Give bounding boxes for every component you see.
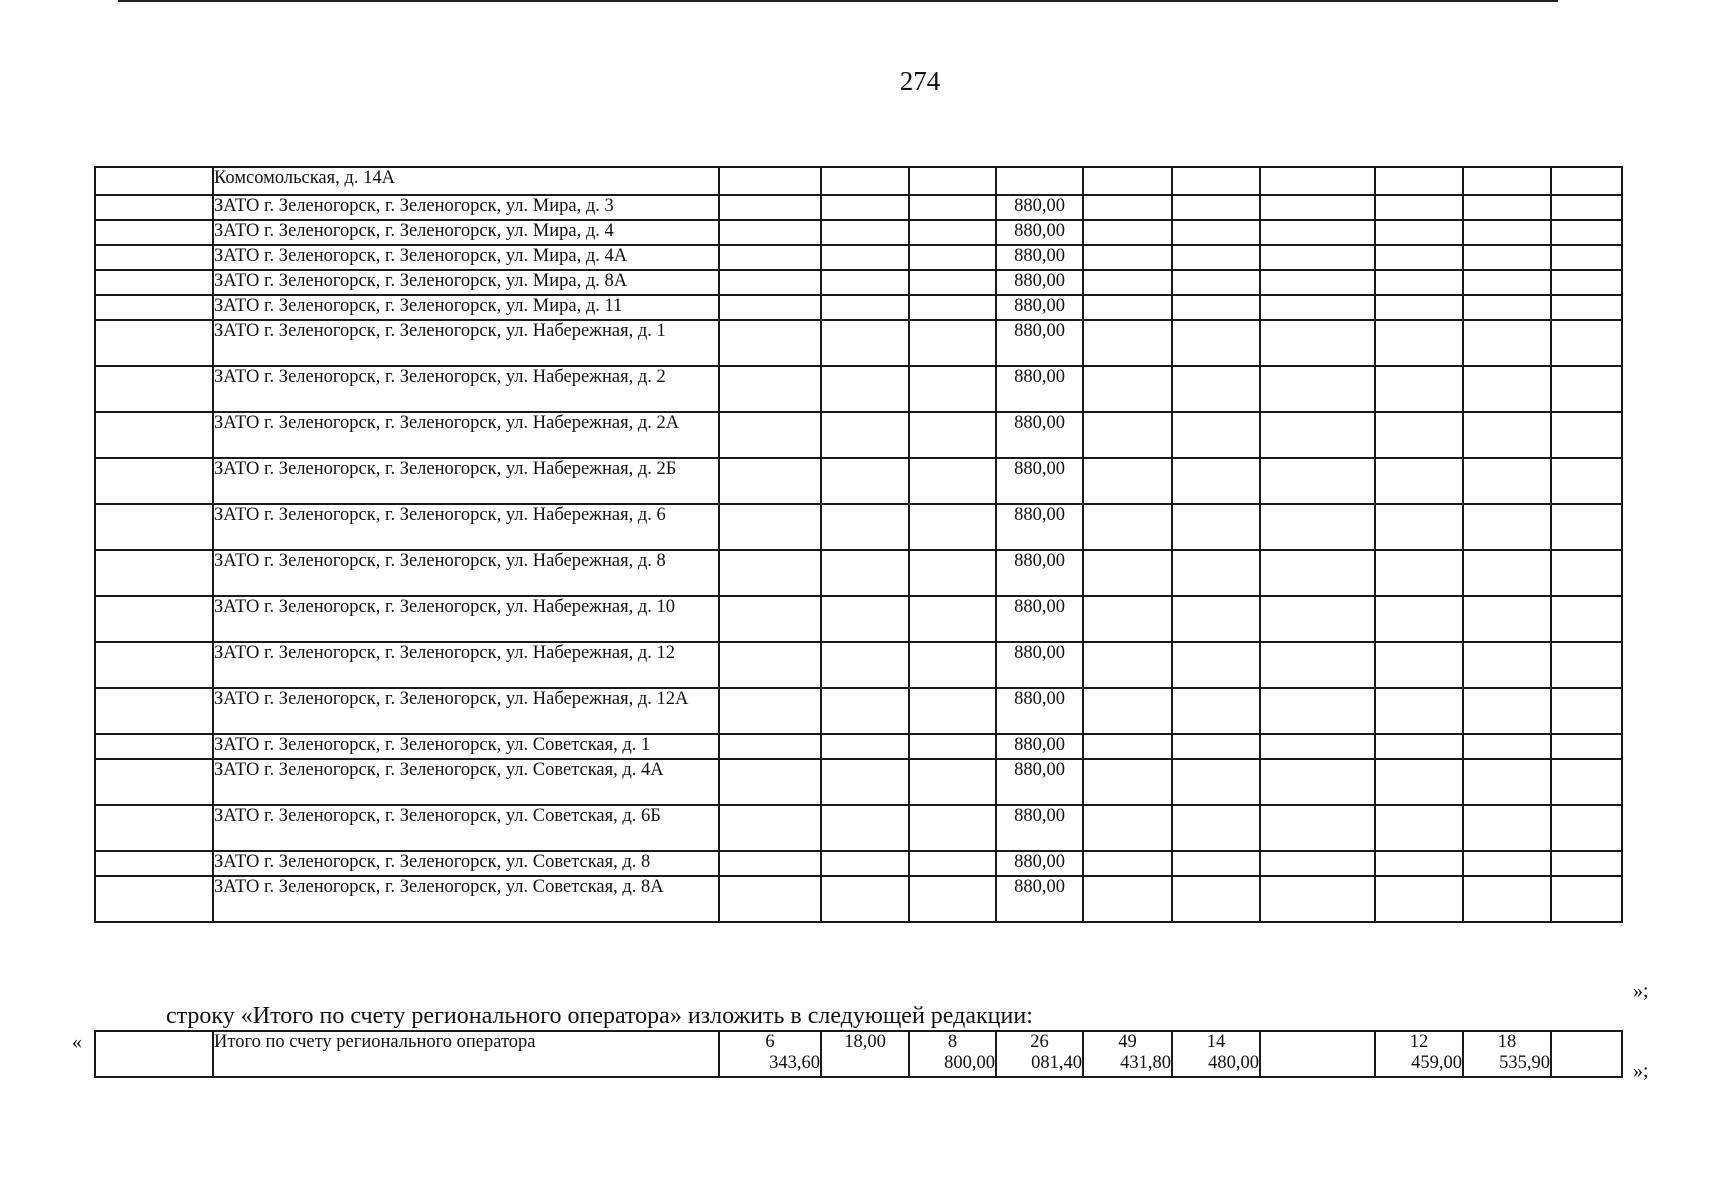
total-cell-3-line-1: 8 <box>947 1032 958 1052</box>
table-row <box>95 876 1622 922</box>
row-index-cell <box>95 458 213 504</box>
empty-cell <box>1463 876 1551 922</box>
total-cell-2-line-1: 18,00 <box>844 1032 886 1052</box>
table-row <box>95 596 1622 642</box>
empty-cell <box>1083 167 1172 195</box>
empty-cell <box>1551 270 1622 295</box>
empty-cell <box>821 504 909 550</box>
empty-cell <box>1083 596 1172 642</box>
empty-cell <box>1260 458 1375 504</box>
empty-cell <box>1083 412 1172 458</box>
amount-cell: 880,00 <box>996 642 1083 688</box>
address-cell: ЗАТО г. Зеленогорск, г. Зеленогорск, ул. Мира, д. 3 <box>213 195 719 220</box>
empty-cell <box>1172 366 1260 412</box>
empty-cell <box>1551 805 1622 851</box>
row-index-cell <box>95 366 213 412</box>
row-index-cell <box>95 550 213 596</box>
empty-cell <box>909 458 996 504</box>
empty-cell <box>1551 734 1622 759</box>
empty-cell <box>1551 759 1622 805</box>
total-cell-8 <box>1375 1031 1463 1077</box>
row-index-cell <box>95 596 213 642</box>
empty-cell <box>821 805 909 851</box>
address-cell: ЗАТО г. Зеленогорск, г. Зеленогорск, ул. Набережная, д. 6 <box>213 504 719 550</box>
empty-cell <box>1260 295 1375 320</box>
address-cell: ЗАТО г. Зеленогорск, г. Зеленогорск, ул. Мира, д. 11 <box>213 295 719 320</box>
empty-cell <box>1172 167 1260 195</box>
address-cell: ЗАТО г. Зеленогорск, г. Зеленогорск, ул. Советская, д. 1 <box>213 734 719 759</box>
empty-cell <box>1172 270 1260 295</box>
empty-cell <box>1083 759 1172 805</box>
empty-cell <box>1083 734 1172 759</box>
amount-cell: 880,00 <box>996 295 1083 320</box>
empty-cell <box>719 550 821 596</box>
address-cell: Комсомольская, д. 14А <box>213 167 719 195</box>
empty-cell <box>821 195 909 220</box>
amount-cell: 880,00 <box>996 805 1083 851</box>
total-row <box>95 1031 1622 1077</box>
total-cell-4-line-2: 081,40 <box>1031 1053 1082 1073</box>
amount-cell: 880,00 <box>996 195 1083 220</box>
row-index-cell <box>95 195 213 220</box>
empty-cell <box>1260 550 1375 596</box>
empty-cell <box>719 458 821 504</box>
total-cell-9-line-2: 535,90 <box>1499 1053 1550 1073</box>
total-cell-4-line-1: 26 <box>1030 1032 1049 1052</box>
empty-cell <box>1260 734 1375 759</box>
empty-cell <box>909 688 996 734</box>
total-cell-6 <box>1172 1031 1260 1077</box>
row-index-cell <box>95 504 213 550</box>
address-cell: ЗАТО г. Зеленогорск, г. Зеленогорск, ул. Набережная, д. 2А <box>213 412 719 458</box>
address-cell: ЗАТО г. Зеленогорск, г. Зеленогорск, ул. Набережная, д. 12 <box>213 642 719 688</box>
empty-cell <box>1375 220 1463 245</box>
empty-cell <box>1463 270 1551 295</box>
row-index-cell <box>95 220 213 245</box>
empty-cell <box>1083 642 1172 688</box>
empty-cell <box>909 320 996 366</box>
empty-cell <box>1463 458 1551 504</box>
row-index-cell <box>95 320 213 366</box>
empty-cell <box>1463 596 1551 642</box>
address-cell: ЗАТО г. Зеленогорск, г. Зеленогорск, ул. Советская, д. 8А <box>213 876 719 922</box>
row-index-cell <box>95 412 213 458</box>
empty-cell <box>1260 759 1375 805</box>
empty-cell <box>1375 320 1463 366</box>
empty-cell <box>1172 245 1260 270</box>
empty-cell <box>1463 642 1551 688</box>
total-cell-2 <box>821 1031 909 1077</box>
empty-cell <box>1375 642 1463 688</box>
empty-cell <box>821 366 909 412</box>
empty-cell <box>1172 688 1260 734</box>
row-index-cell <box>95 270 213 295</box>
empty-cell <box>909 412 996 458</box>
empty-cell <box>1375 851 1463 876</box>
table-row <box>95 550 1622 596</box>
empty-cell <box>1172 851 1260 876</box>
row-index-cell <box>95 805 213 851</box>
empty-cell <box>1260 270 1375 295</box>
empty-cell <box>821 412 909 458</box>
empty-cell <box>1260 220 1375 245</box>
empty-cell <box>1083 805 1172 851</box>
empty-cell <box>821 320 909 366</box>
total-cell-3-line-2: 800,00 <box>944 1053 995 1073</box>
total-table <box>94 1030 1623 1078</box>
empty-cell <box>1463 759 1551 805</box>
address-cell: ЗАТО г. Зеленогорск, г. Зеленогорск, ул. Мира, д. 8А <box>213 270 719 295</box>
total-cell-5-line-1: 49 <box>1118 1032 1137 1052</box>
table-row <box>95 642 1622 688</box>
empty-cell <box>1375 734 1463 759</box>
amount-cell: 880,00 <box>996 320 1083 366</box>
total-label: Итого по счету регионального оператора <box>213 1031 719 1077</box>
empty-cell <box>1551 851 1622 876</box>
empty-cell <box>1463 412 1551 458</box>
address-cell: ЗАТО г. Зеленогорск, г. Зеленогорск, ул. Набережная, д. 2Б <box>213 458 719 504</box>
total-index-cell <box>95 1031 213 1077</box>
total-cell-8-line-2: 459,00 <box>1411 1053 1462 1073</box>
amount-cell: 880,00 <box>996 412 1083 458</box>
empty-cell <box>1260 195 1375 220</box>
empty-cell <box>1260 596 1375 642</box>
top-rule <box>118 0 1558 2</box>
empty-cell <box>1083 504 1172 550</box>
empty-cell <box>1551 458 1622 504</box>
empty-cell <box>909 805 996 851</box>
empty-cell <box>821 876 909 922</box>
empty-cell <box>821 851 909 876</box>
empty-cell <box>1083 851 1172 876</box>
empty-cell <box>1551 320 1622 366</box>
empty-cell <box>1083 366 1172 412</box>
empty-cell <box>1375 412 1463 458</box>
empty-cell <box>1172 458 1260 504</box>
total-cell-4 <box>996 1031 1083 1077</box>
empty-cell <box>909 245 996 270</box>
empty-cell <box>1172 504 1260 550</box>
empty-cell <box>719 295 821 320</box>
empty-cell <box>1260 245 1375 270</box>
empty-cell <box>1172 550 1260 596</box>
empty-cell <box>1083 688 1172 734</box>
empty-cell <box>1375 458 1463 504</box>
table-row <box>95 688 1622 734</box>
empty-cell <box>1083 270 1172 295</box>
table-end-mark: »; <box>1633 980 1649 1002</box>
table-row <box>95 412 1622 458</box>
empty-cell <box>1375 366 1463 412</box>
total-cell-1 <box>719 1031 821 1077</box>
empty-cell <box>719 320 821 366</box>
empty-cell <box>909 366 996 412</box>
empty-cell <box>1463 320 1551 366</box>
empty-cell <box>719 195 821 220</box>
empty-cell <box>1551 504 1622 550</box>
address-cell: ЗАТО г. Зеленогорск, г. Зеленогорск, ул. Советская, д. 4А <box>213 759 719 805</box>
empty-cell <box>1260 504 1375 550</box>
empty-cell <box>1260 412 1375 458</box>
empty-cell <box>1260 320 1375 366</box>
empty-cell <box>1260 366 1375 412</box>
amount-cell: 880,00 <box>996 504 1083 550</box>
total-cell-10 <box>1551 1031 1622 1077</box>
amount-cell <box>996 167 1083 195</box>
open-quote: « <box>72 1031 82 1053</box>
empty-cell <box>719 220 821 245</box>
empty-cell <box>1260 876 1375 922</box>
empty-cell <box>909 642 996 688</box>
empty-cell <box>1551 295 1622 320</box>
empty-cell <box>821 167 909 195</box>
amount-cell: 880,00 <box>996 851 1083 876</box>
empty-cell <box>1172 596 1260 642</box>
table-row <box>95 195 1622 220</box>
total-cell-5 <box>1083 1031 1172 1077</box>
total-cell-6-line-1: 14 <box>1206 1032 1226 1052</box>
empty-cell <box>1172 412 1260 458</box>
empty-cell <box>821 642 909 688</box>
empty-cell <box>1463 195 1551 220</box>
address-cell: ЗАТО г. Зеленогорск, г. Зеленогорск, ул. Набережная, д. 10 <box>213 596 719 642</box>
empty-cell <box>1551 596 1622 642</box>
address-cell: ЗАТО г. Зеленогорск, г. Зеленогорск, ул. Советская, д. 8 <box>213 851 719 876</box>
address-table <box>94 166 1623 923</box>
empty-cell <box>1551 412 1622 458</box>
empty-cell <box>1551 167 1622 195</box>
empty-cell <box>909 167 996 195</box>
empty-cell <box>1172 642 1260 688</box>
table-row <box>95 366 1622 412</box>
empty-cell <box>1083 320 1172 366</box>
empty-cell <box>719 734 821 759</box>
empty-cell <box>1551 245 1622 270</box>
empty-cell <box>1375 876 1463 922</box>
total-cell-5-line-2: 431,80 <box>1120 1053 1171 1073</box>
empty-cell <box>1463 734 1551 759</box>
empty-cell <box>1551 688 1622 734</box>
empty-cell <box>719 688 821 734</box>
empty-cell <box>1172 876 1260 922</box>
empty-cell <box>1463 805 1551 851</box>
amount-cell: 880,00 <box>996 550 1083 596</box>
empty-cell <box>719 805 821 851</box>
row-index-cell <box>95 167 213 195</box>
empty-cell <box>719 504 821 550</box>
empty-cell <box>1172 195 1260 220</box>
empty-cell <box>719 759 821 805</box>
empty-cell <box>1463 295 1551 320</box>
amount-cell: 880,00 <box>996 688 1083 734</box>
empty-cell <box>909 851 996 876</box>
empty-cell <box>1083 220 1172 245</box>
empty-cell <box>909 759 996 805</box>
row-index-cell <box>95 688 213 734</box>
address-cell: ЗАТО г. Зеленогорск, г. Зеленогорск, ул. Набережная, д. 8 <box>213 550 719 596</box>
empty-cell <box>1375 550 1463 596</box>
empty-cell <box>821 245 909 270</box>
empty-cell <box>1375 759 1463 805</box>
empty-cell <box>1260 642 1375 688</box>
empty-cell <box>821 295 909 320</box>
empty-cell <box>1551 220 1622 245</box>
table-row <box>95 270 1622 295</box>
empty-cell <box>909 295 996 320</box>
empty-cell <box>909 504 996 550</box>
table-row <box>95 245 1622 270</box>
amount-cell: 880,00 <box>996 759 1083 805</box>
table-row <box>95 167 1622 195</box>
empty-cell <box>821 458 909 504</box>
empty-cell <box>1375 167 1463 195</box>
empty-cell <box>1375 195 1463 220</box>
empty-cell <box>821 734 909 759</box>
table-row <box>95 220 1622 245</box>
row-index-cell <box>95 759 213 805</box>
empty-cell <box>909 734 996 759</box>
empty-cell <box>719 876 821 922</box>
total-cell-7 <box>1260 1031 1375 1077</box>
empty-cell <box>1172 295 1260 320</box>
empty-cell <box>909 876 996 922</box>
empty-cell <box>719 412 821 458</box>
empty-cell <box>909 270 996 295</box>
empty-cell <box>1083 245 1172 270</box>
empty-cell <box>1551 195 1622 220</box>
address-cell: ЗАТО г. Зеленогорск, г. Зеленогорск, ул. Советская, д. 6Б <box>213 805 719 851</box>
empty-cell <box>821 688 909 734</box>
row-index-cell <box>95 876 213 922</box>
empty-cell <box>1463 220 1551 245</box>
empty-cell <box>821 270 909 295</box>
address-cell: ЗАТО г. Зеленогорск, г. Зеленогорск, ул. Мира, д. 4А <box>213 245 719 270</box>
empty-cell <box>1551 642 1622 688</box>
empty-cell <box>821 220 909 245</box>
empty-cell <box>1260 851 1375 876</box>
empty-cell <box>1172 734 1260 759</box>
table-row <box>95 504 1622 550</box>
empty-cell <box>1463 245 1551 270</box>
empty-cell <box>1551 366 1622 412</box>
row-index-cell <box>95 851 213 876</box>
total-cell-6-line-2: 480,00 <box>1208 1053 1259 1073</box>
address-cell: ЗАТО г. Зеленогорск, г. Зеленогорск, ул. Набережная, д. 1 <box>213 320 719 366</box>
row-index-cell <box>95 295 213 320</box>
empty-cell <box>1375 504 1463 550</box>
address-cell: ЗАТО г. Зеленогорск, г. Зеленогорск, ул. Набережная, д. 12А <box>213 688 719 734</box>
amount-cell: 880,00 <box>996 366 1083 412</box>
empty-cell <box>909 195 996 220</box>
empty-cell <box>1083 876 1172 922</box>
table-row <box>95 759 1622 805</box>
empty-cell <box>821 759 909 805</box>
empty-cell <box>1172 220 1260 245</box>
empty-cell <box>909 596 996 642</box>
instruction-text: строку «Итого по счету регионального оператора» изложить в следующей редакции: <box>166 1003 1033 1029</box>
empty-cell <box>1375 805 1463 851</box>
empty-cell <box>1260 688 1375 734</box>
amount-cell: 880,00 <box>996 245 1083 270</box>
table-row <box>95 320 1622 366</box>
empty-cell <box>1172 805 1260 851</box>
empty-cell <box>1463 366 1551 412</box>
empty-cell <box>1375 688 1463 734</box>
table-row <box>95 295 1622 320</box>
empty-cell <box>719 642 821 688</box>
address-cell: ЗАТО г. Зеленогорск, г. Зеленогорск, ул. Мира, д. 4 <box>213 220 719 245</box>
empty-cell <box>1463 851 1551 876</box>
row-index-cell <box>95 734 213 759</box>
total-cell-3 <box>909 1031 996 1077</box>
page-number: 274 <box>899 66 941 96</box>
empty-cell <box>1551 550 1622 596</box>
empty-cell <box>1260 167 1375 195</box>
empty-cell <box>719 851 821 876</box>
empty-cell <box>1375 245 1463 270</box>
empty-cell <box>1083 195 1172 220</box>
amount-cell: 880,00 <box>996 220 1083 245</box>
empty-cell <box>1375 295 1463 320</box>
empty-cell <box>1172 320 1260 366</box>
amount-cell: 880,00 <box>996 734 1083 759</box>
empty-cell <box>1083 550 1172 596</box>
address-cell: ЗАТО г. Зеленогорск, г. Зеленогорск, ул. Набережная, д. 2 <box>213 366 719 412</box>
amount-cell: 880,00 <box>996 270 1083 295</box>
total-cell-8-line-1: 12 <box>1409 1032 1429 1052</box>
empty-cell <box>909 550 996 596</box>
empty-cell <box>1463 550 1551 596</box>
total-cell-9-line-1: 18 <box>1497 1032 1517 1052</box>
amount-cell: 880,00 <box>996 876 1083 922</box>
empty-cell <box>1375 596 1463 642</box>
total-end-mark: »; <box>1633 1060 1649 1082</box>
total-cell-9 <box>1463 1031 1551 1077</box>
amount-cell: 880,00 <box>996 458 1083 504</box>
empty-cell <box>1463 504 1551 550</box>
empty-cell <box>1463 167 1551 195</box>
table-row <box>95 458 1622 504</box>
empty-cell <box>1083 295 1172 320</box>
empty-cell <box>719 245 821 270</box>
row-index-cell <box>95 642 213 688</box>
empty-cell <box>1260 805 1375 851</box>
table-row <box>95 805 1622 851</box>
empty-cell <box>1463 688 1551 734</box>
empty-cell <box>719 596 821 642</box>
empty-cell <box>719 270 821 295</box>
empty-cell <box>821 550 909 596</box>
row-index-cell <box>95 245 213 270</box>
total-cell-1-line-1: 6 <box>765 1032 775 1052</box>
amount-cell: 880,00 <box>996 596 1083 642</box>
empty-cell <box>719 366 821 412</box>
empty-cell <box>1083 458 1172 504</box>
total-cell-1-line-2: 343,60 <box>769 1053 820 1073</box>
table-row <box>95 734 1622 759</box>
empty-cell <box>1375 270 1463 295</box>
empty-cell <box>1172 759 1260 805</box>
empty-cell <box>909 220 996 245</box>
empty-cell <box>1551 876 1622 922</box>
empty-cell <box>821 596 909 642</box>
table-row <box>95 851 1622 876</box>
empty-cell <box>719 167 821 195</box>
